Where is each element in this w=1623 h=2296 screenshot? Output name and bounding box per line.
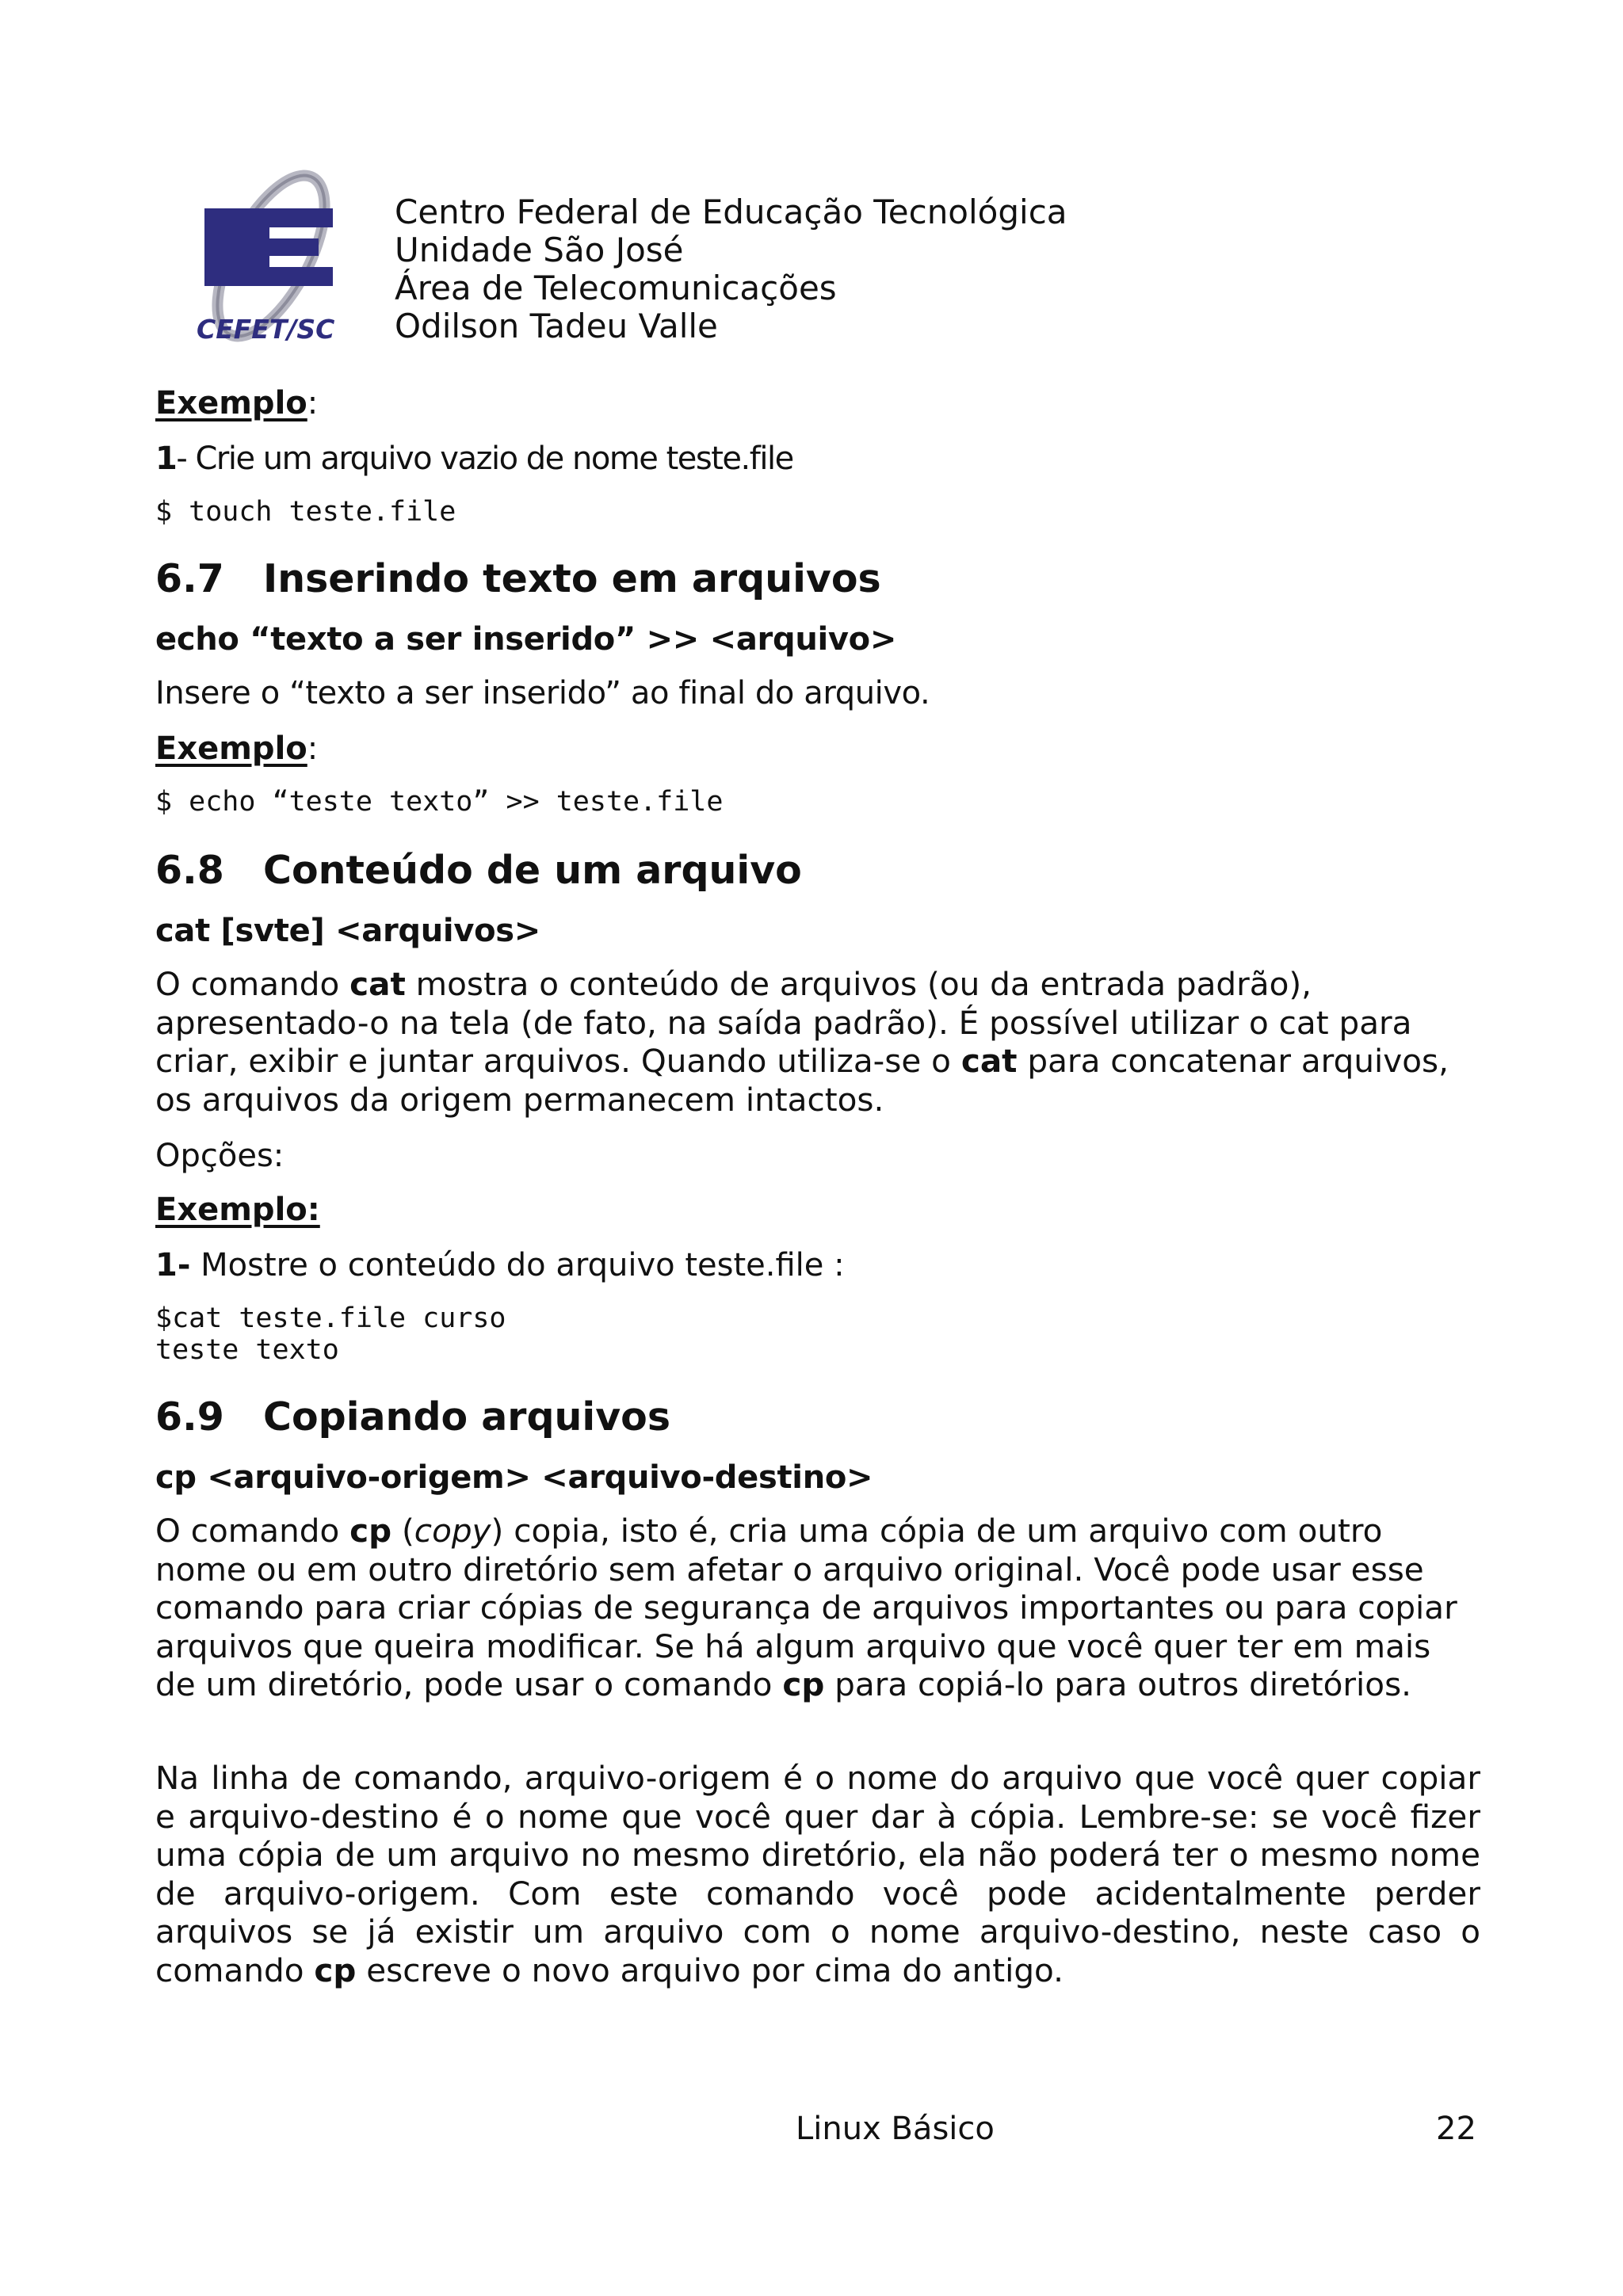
text-run: ) copia, isto é, cria uma cópia de um arquivo com outro nome ou em outro diretório sem afetar o arquivo original. Você pode usar esse comando para criar cópias de segurança de arquivos importantes ou para copiar arquivos que queira modificar. Se há algum arquivo que você quer ter em mais de um diretório, pode usar o comando (155, 1512, 1457, 1703)
cat-command-bold: cat (349, 965, 406, 1003)
paragraph-6-8 (155, 965, 1480, 1119)
institution-line: Centro Federal de Educação Tecnológica (395, 193, 1067, 231)
syntax-6-9: cp <arquivo-origem> <arquivo-destino> (155, 1459, 873, 1496)
institution-block (395, 193, 1067, 345)
example-label-6-7-row (155, 730, 1480, 767)
syntax-6-8: cat [svte] <arquivos> (155, 913, 541, 949)
paragraph-6-9-1 (155, 1512, 1480, 1704)
intro-example-label (155, 385, 1480, 421)
step-number: 1 (155, 441, 177, 477)
step-text: - Crie um arquivo vazio de nome teste.file (176, 441, 793, 477)
example-label: Exemplo (155, 730, 307, 767)
section-number: 6.8 (155, 848, 224, 893)
cat-command-bold: cat (960, 1042, 1018, 1080)
paragraph-6-9-2 (155, 1759, 1480, 1989)
text-run: para copiá-lo para outros diretórios. (824, 1665, 1412, 1703)
cp-command-bold: cp (314, 1951, 357, 1989)
step-6-8 (155, 1247, 1480, 1283)
intro-step (155, 441, 1480, 477)
page-number: 22 (1436, 2111, 1476, 2147)
description-6-7: Insere o “texto a ser inserido” ao final do arquivo. (155, 675, 930, 711)
command-6-8 (155, 1302, 1480, 1366)
institution-line: Unidade São José (395, 231, 684, 269)
institution-line: Área de Telecomunicações (395, 269, 837, 307)
text-run: O comando (155, 965, 350, 1003)
text-run: Na linha de comando, arquivo-origem é o nome do arquivo que você quer copiar e arquivo-destino é o nome que você quer dar à cópia. Lembre-se: se você fizer uma cópia de um arquivo no mesmo diretório, ela não poderá ter o mesmo nome de arquivo-origem. Com este comando você pode acidentalmente perder arquivos se já existir um arquivo com o nome arquivo-destino, neste caso o comando (155, 1759, 1480, 1989)
command-output-line: teste texto (155, 1334, 339, 1366)
text-run: ( (391, 1512, 414, 1550)
section-number: 6.9 (155, 1394, 224, 1440)
section-number: 6.7 (155, 556, 224, 601)
section-title: Copiando arquivos (263, 1394, 670, 1440)
svg-text:CEFET/SC: CEFET/SC (197, 314, 335, 345)
section-title: Conteúdo de um arquivo (263, 848, 802, 893)
section-heading-6-7 (143, 556, 1468, 601)
text-run: O comando (155, 1512, 350, 1550)
text-run: escreve o novo arquivo por cima do antigo. (356, 1951, 1064, 1989)
section-title: Inserindo texto em arquivos (263, 556, 881, 601)
syntax-6-7: echo “texto a ser inserido” >> <arquivo> (155, 621, 897, 658)
cefet-logo-icon (184, 162, 382, 353)
example-label: Exemplo (155, 385, 307, 421)
footer-title: Linux Básico (796, 2111, 995, 2147)
text-run: mostra o conteúdo de arquivos (ou da entrada padrão), apresentado-o na tela (de fato, na saída padrão). É possível utilizar o cat para criar, exibir e juntar arquivos. Quando utiliza-se o (155, 965, 1412, 1080)
text-run: para concatenar arquivos, os arquivos da origem permanecem intactos. (155, 1042, 1449, 1119)
options-label: Opções: (155, 1138, 285, 1174)
example-colon: : (307, 730, 319, 767)
copy-italic: copy (414, 1512, 491, 1550)
cp-command-bold: cp (349, 1512, 392, 1550)
institution-line: Odilson Tadeu Valle (395, 307, 718, 345)
example-label-6-8: Exemplo: (155, 1192, 320, 1228)
command-line: $cat teste.file curso (155, 1302, 506, 1334)
intro-command: $ touch teste.file (155, 496, 456, 528)
cp-command-bold: cp (782, 1665, 825, 1703)
cefet-logo (184, 162, 382, 353)
step-number: 1- (155, 1247, 191, 1283)
step-text: Mostre o conteúdo do arquivo teste.file : (190, 1247, 845, 1283)
section-heading-6-8 (143, 848, 1468, 893)
section-heading-6-9 (143, 1394, 1468, 1440)
command-6-7: $ echo “teste texto” >> teste.file (155, 786, 724, 818)
example-colon: : (307, 385, 319, 421)
